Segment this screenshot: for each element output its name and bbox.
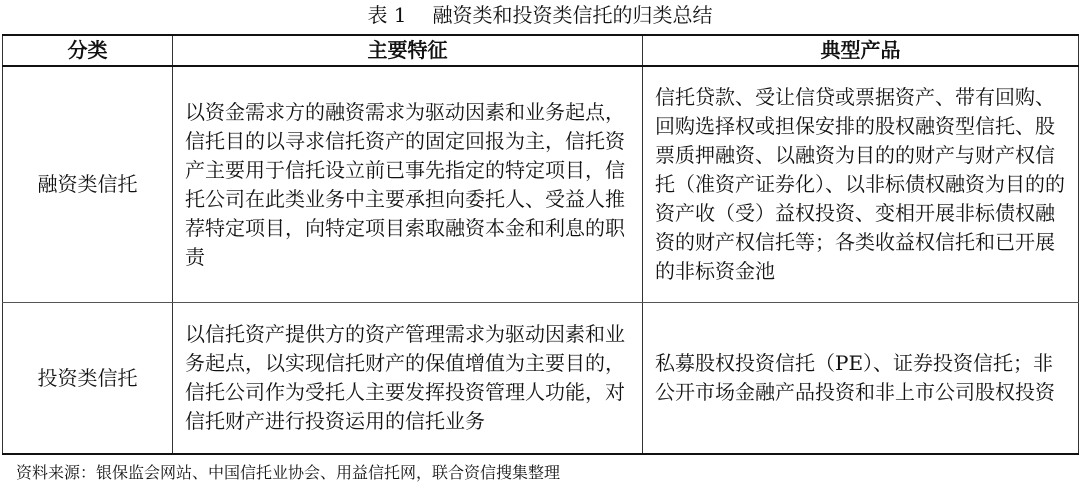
table-row-investment: [3, 303, 1079, 455]
features-cell: 以资金需求方的融资需求为驱动因素和业务起点，信托目的以寻求信托资产的固定回报为主，信托资产主要用于信托设立前已事先指定的特定项目，信托公司在此类业务中主要承担向委托人、受益人推荐特定项目，向特定项目索取融资本金和利息的职责: [173, 66, 643, 303]
category-cell: 投资类信托: [3, 303, 173, 455]
table-caption: [0, 0, 1080, 30]
header-category: 分类: [3, 35, 173, 66]
features-cell: 以信托资产提供方的资产管理需求为驱动因素和业务起点，以实现信托财产的保值增值为主要目的，信托公司作为受托人主要发挥投资管理人功能，对信托财产进行投资运用的信托业务: [173, 303, 643, 455]
category-cell: 融资类信托: [3, 66, 173, 303]
table-header-row: [3, 35, 1079, 66]
source-note: 资料来源：银保监会网站、中国信托业协会、用益信托网，联合资信搜集整理: [16, 463, 561, 482]
header-features: 主要特征: [173, 35, 643, 66]
header-products: 典型产品: [643, 35, 1079, 66]
classification-table: [2, 34, 1079, 455]
products-cell: 信托贷款、受让信贷或票据资产、带有回购、回购选择权或担保安排的股权融资型信托、股票质押融资、以融资为目的的财产与财产权信托（准资产证券化）、以非标债权融资为目的的资产收（受）益权投资、变相开展非标债权融资的财产权信托等；各类收益权信托和已开展的非标资金池: [643, 66, 1079, 303]
table-title: 融资类和投资类信托的归类总结: [432, 3, 713, 27]
products-cell: 私募股权投资信托（PE）、证券投资信托；非公开市场金融产品投资和非上市公司股权投资: [643, 303, 1079, 455]
table-number: 表 1: [367, 3, 407, 27]
table-row-financing: [3, 66, 1079, 303]
